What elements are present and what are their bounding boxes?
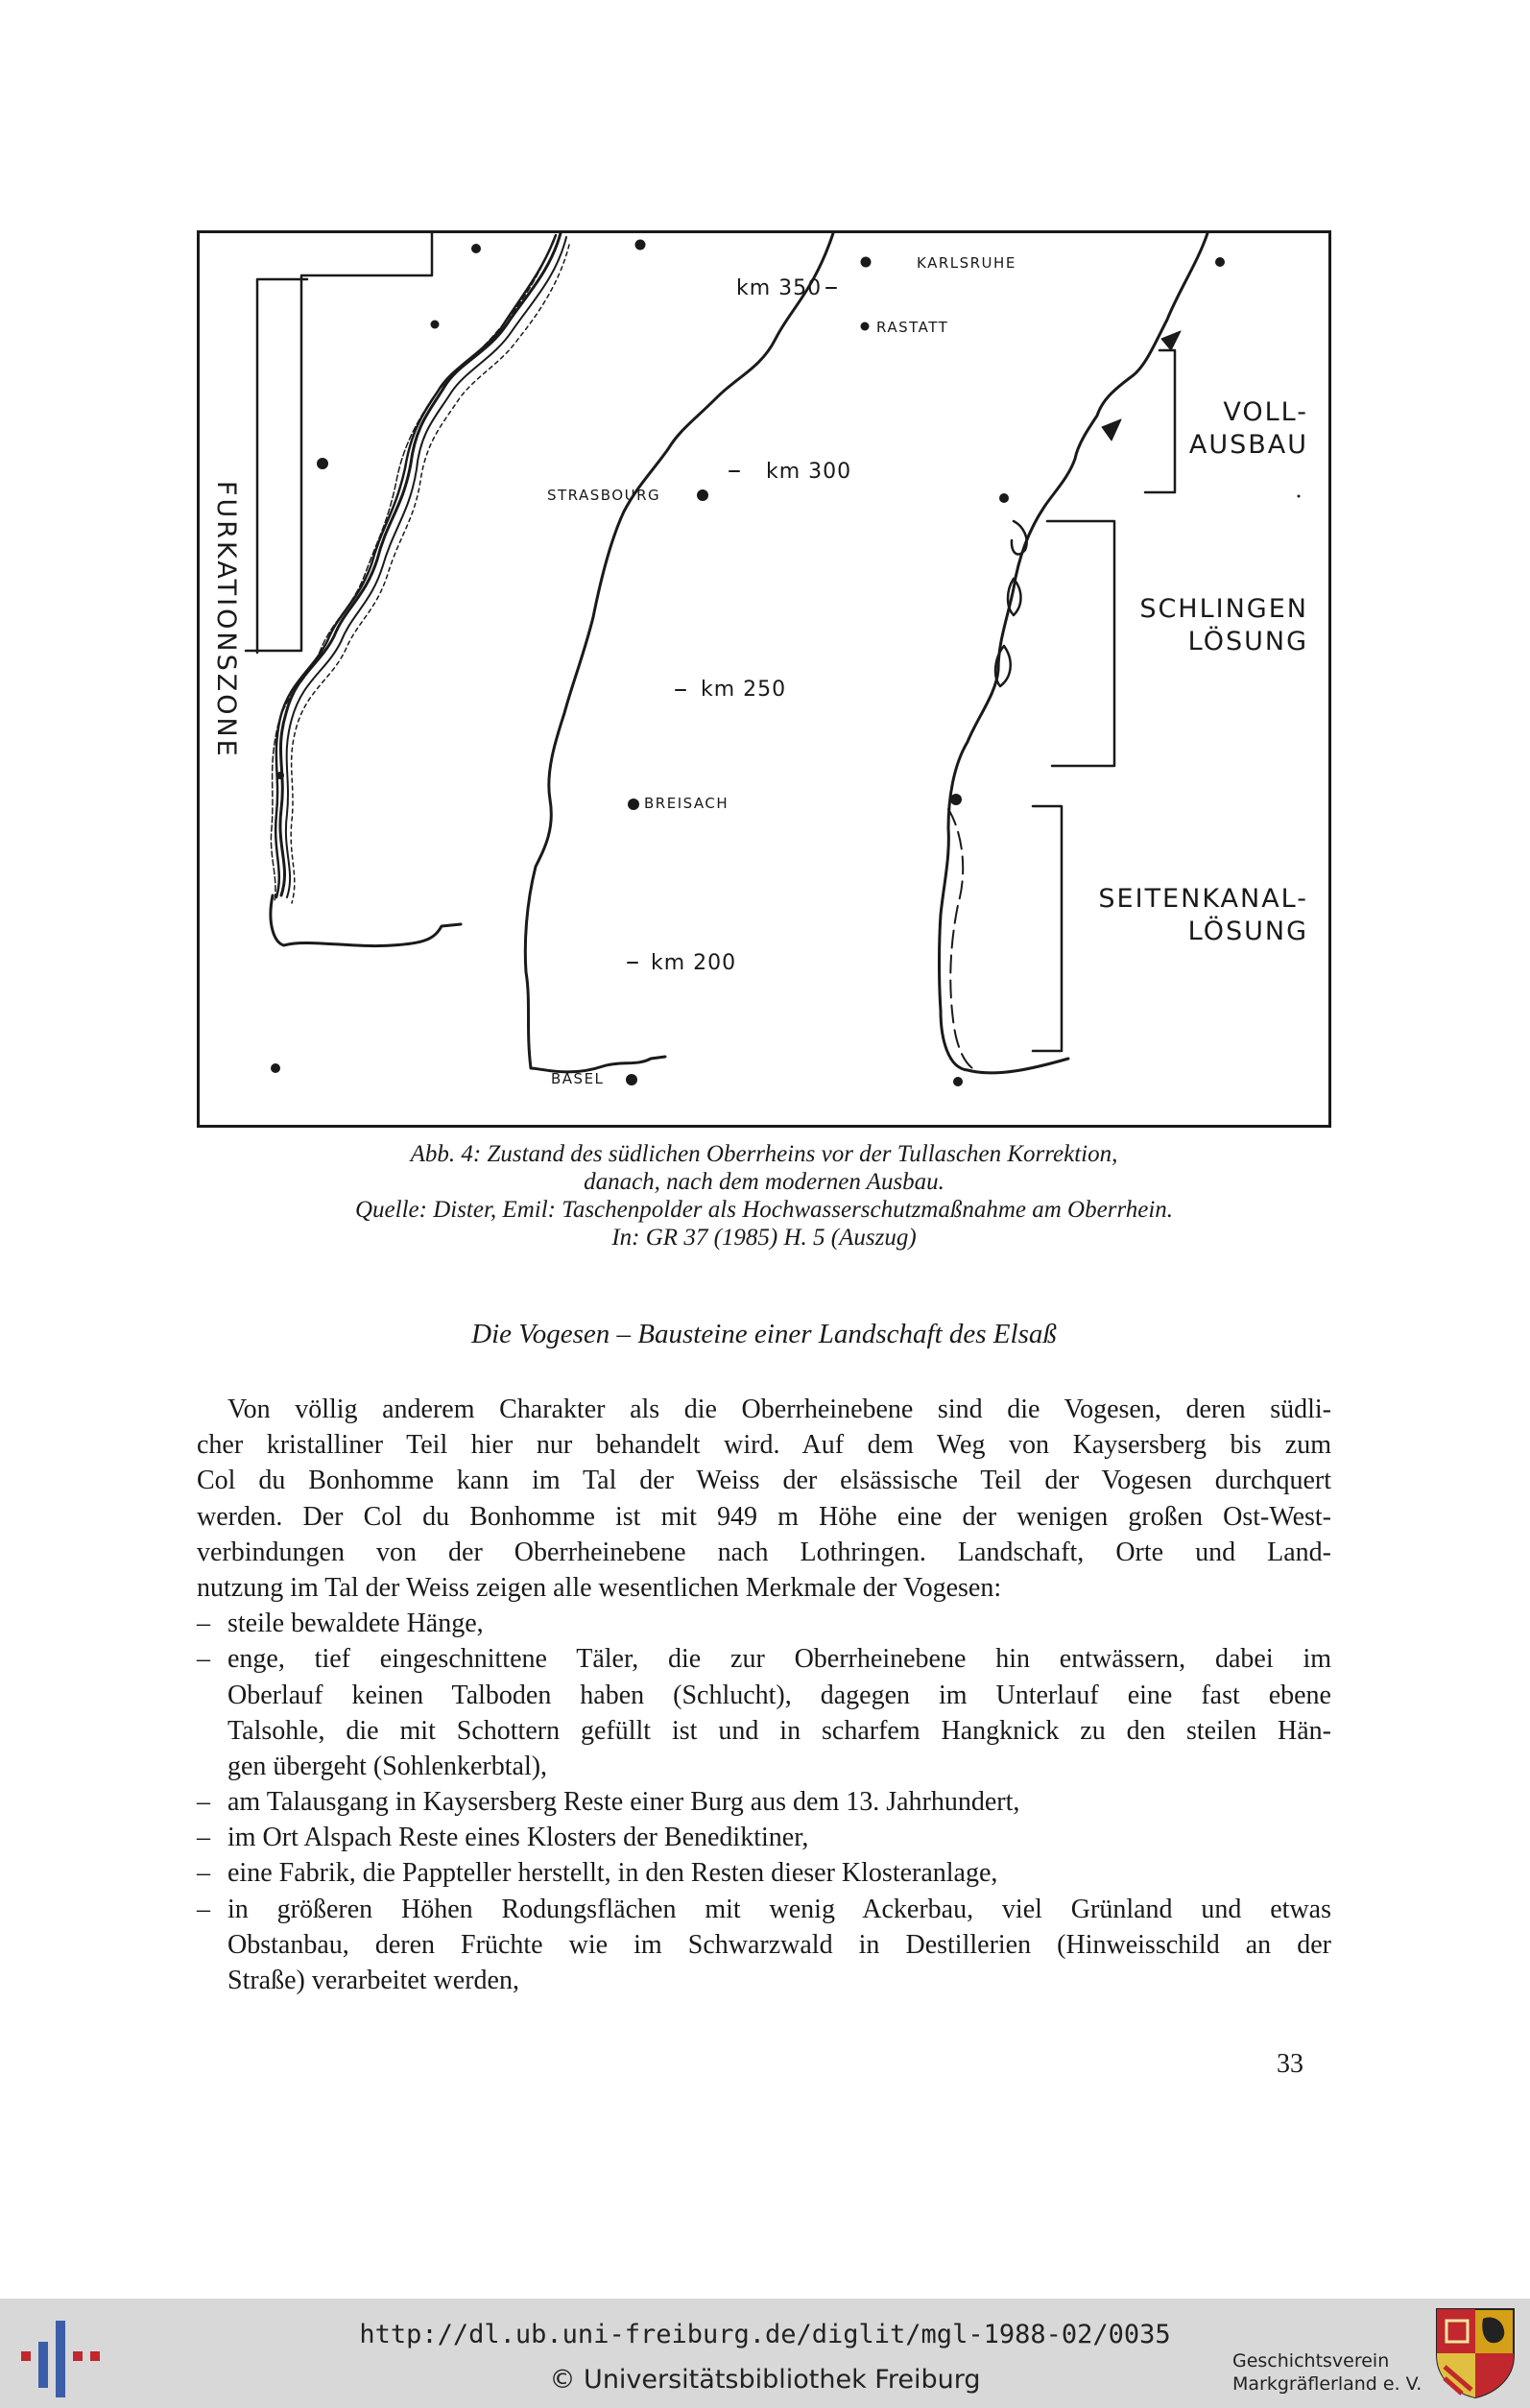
list-dash: – bbox=[197, 1858, 210, 1889]
list-item-text: am Talausgang in Kaysersberg Reste einer Burg aus dem 13. Jahrhundert, bbox=[227, 1787, 1020, 1818]
list-item-text: eine Fabrik, die Pappteller herstellt, in den Resten dieser Klosteranlage, bbox=[227, 1858, 998, 1889]
label-breisach: BREISACH bbox=[644, 795, 729, 812]
list-item bbox=[197, 1892, 1331, 1999]
list-item bbox=[197, 1784, 1331, 1820]
body-text bbox=[197, 1392, 1331, 1998]
list-item bbox=[197, 1855, 1331, 1891]
society-name: Geschichtsverein Markgräflerland e. V. bbox=[1232, 2350, 1422, 2395]
label-seitenkanal-loesung: SEITENKANAL- LÖSUNG bbox=[1098, 884, 1308, 947]
list-item bbox=[197, 1606, 1331, 1641]
furkation-bracket bbox=[257, 279, 307, 653]
list-dash: – bbox=[197, 1894, 210, 1924]
label-furkationszone: FURKATIONSZONE bbox=[211, 481, 241, 759]
list-item bbox=[197, 1820, 1331, 1855]
paragraph-line: cher kristalliner Teil hier nur behandelt wird. Auf dem Weg von Kaysersberg bis zum bbox=[197, 1430, 1331, 1461]
furkation-bracket-bottom bbox=[246, 233, 432, 651]
list-item-text: Obstanbau, deren Früchte wie im Schwarzwald in Destillerien (Hinweisschild an der bbox=[227, 1929, 1331, 1960]
label-km300: km 300 bbox=[766, 460, 852, 484]
label-strasbourg: STRASBOURG bbox=[547, 487, 661, 504]
list-item-text: enge, tief eingeschnittene Täler, die zur Oberrheinebene hin entwässern, dabei im bbox=[227, 1644, 1331, 1675]
paragraph-line: Von völlig anderem Charakter als die Oberrheinebene sind die Vogesen, deren südli- bbox=[227, 1395, 1331, 1424]
paragraph-line: werden. Der Col du Bonhomme ist mit 949 m Höhe eine der wenigen großen Ost-West- bbox=[197, 1501, 1331, 1532]
paragraph-line: Col du Bonhomme kann im Tal der Weiss der elsässische Teil der Vogesen durchquert bbox=[197, 1466, 1331, 1496]
paragraph-line: nutzung im Tal der Weiss zeigen alle wesentlichen Merkmale der Vogesen: bbox=[197, 1572, 1002, 1603]
caption-line: Abb. 4: Zustand des südlichen Oberrheins vor der Tullaschen Korrektion, bbox=[410, 1141, 1118, 1167]
figure-caption bbox=[197, 1140, 1331, 1252]
label-km350: km 350 bbox=[736, 276, 823, 300]
footer-copyright: © Universitätsbibliothek Freiburg bbox=[549, 2365, 981, 2395]
page-number: 33 bbox=[1277, 2049, 1303, 2079]
list-item-text: gen übergeht (Sohlenkerbtal), bbox=[227, 1751, 548, 1781]
list-dash: – bbox=[197, 1823, 210, 1853]
section-heading: Die Vogesen – Bausteine einer Landschaft des Elsaß bbox=[471, 1319, 1057, 1349]
list-item-text: Straße) verarbeitet werden, bbox=[227, 1966, 519, 1995]
caption-line: Quelle: Dister, Emil: Taschenpolder als Hochwasserschutzmaßnahme am Oberrhein. bbox=[354, 1197, 1174, 1223]
coat-of-arms-icon bbox=[1435, 2307, 1516, 2399]
footer-url-link[interactable]: http://dl.ub.uni-freiburg.de/diglit/mgl-1988-02/0035 bbox=[359, 2320, 1171, 2349]
list-dash: – bbox=[197, 1644, 210, 1675]
list-item-text: Talsohle, die mit Schottern gefüllt ist und in scharfem Hangknick zu den steilen Hän- bbox=[227, 1715, 1331, 1746]
list-item-text: im Ort Alspach Reste eines Klosters der Benediktiner, bbox=[227, 1823, 809, 1853]
paragraph-line: verbindungen von der Oberrheinebene nach Lothringen. Landschaft, Orte und Land- bbox=[197, 1537, 1331, 1567]
label-vollausbau: VOLL- AUSBAU bbox=[1188, 397, 1308, 461]
label-km250: km 250 bbox=[701, 678, 787, 702]
list-item bbox=[197, 1641, 1331, 1784]
label-basel: BASEL bbox=[551, 1070, 605, 1087]
feature-list bbox=[197, 1606, 1331, 1998]
list-dash: – bbox=[197, 1787, 210, 1818]
label-karlsruhe: KARLSRUHE bbox=[917, 254, 1016, 272]
label-km200: km 200 bbox=[651, 951, 737, 975]
caption-line: In: GR 37 (1985) H. 5 (Auszug) bbox=[611, 1225, 917, 1251]
caption-line: danach, nach dem modernen Ausbau. bbox=[584, 1169, 944, 1195]
list-item-text: steile bewaldete Hänge, bbox=[227, 1609, 484, 1639]
list-item-text: in größeren Höhen Rodungsflächen mit wenig Ackerbau, viel Grünland und etwas bbox=[227, 1894, 1331, 1924]
list-dash: – bbox=[197, 1609, 210, 1639]
seitenkanal-bracket bbox=[1033, 806, 1062, 1051]
modern-river-map bbox=[940, 233, 1301, 1086]
river-map-figure bbox=[197, 230, 1331, 1128]
label-schlingen-loesung: SCHLINGEN LÖSUNG bbox=[1139, 594, 1308, 657]
vollausbau-bracket bbox=[1145, 350, 1175, 492]
schlingen-bracket bbox=[1047, 521, 1114, 766]
list-item-text: Oberlauf keinen Talboden haben (Schlucht), dagegen im Unterlauf eine fast ebene bbox=[227, 1680, 1331, 1710]
label-rastatt: RASTATT bbox=[876, 319, 949, 336]
